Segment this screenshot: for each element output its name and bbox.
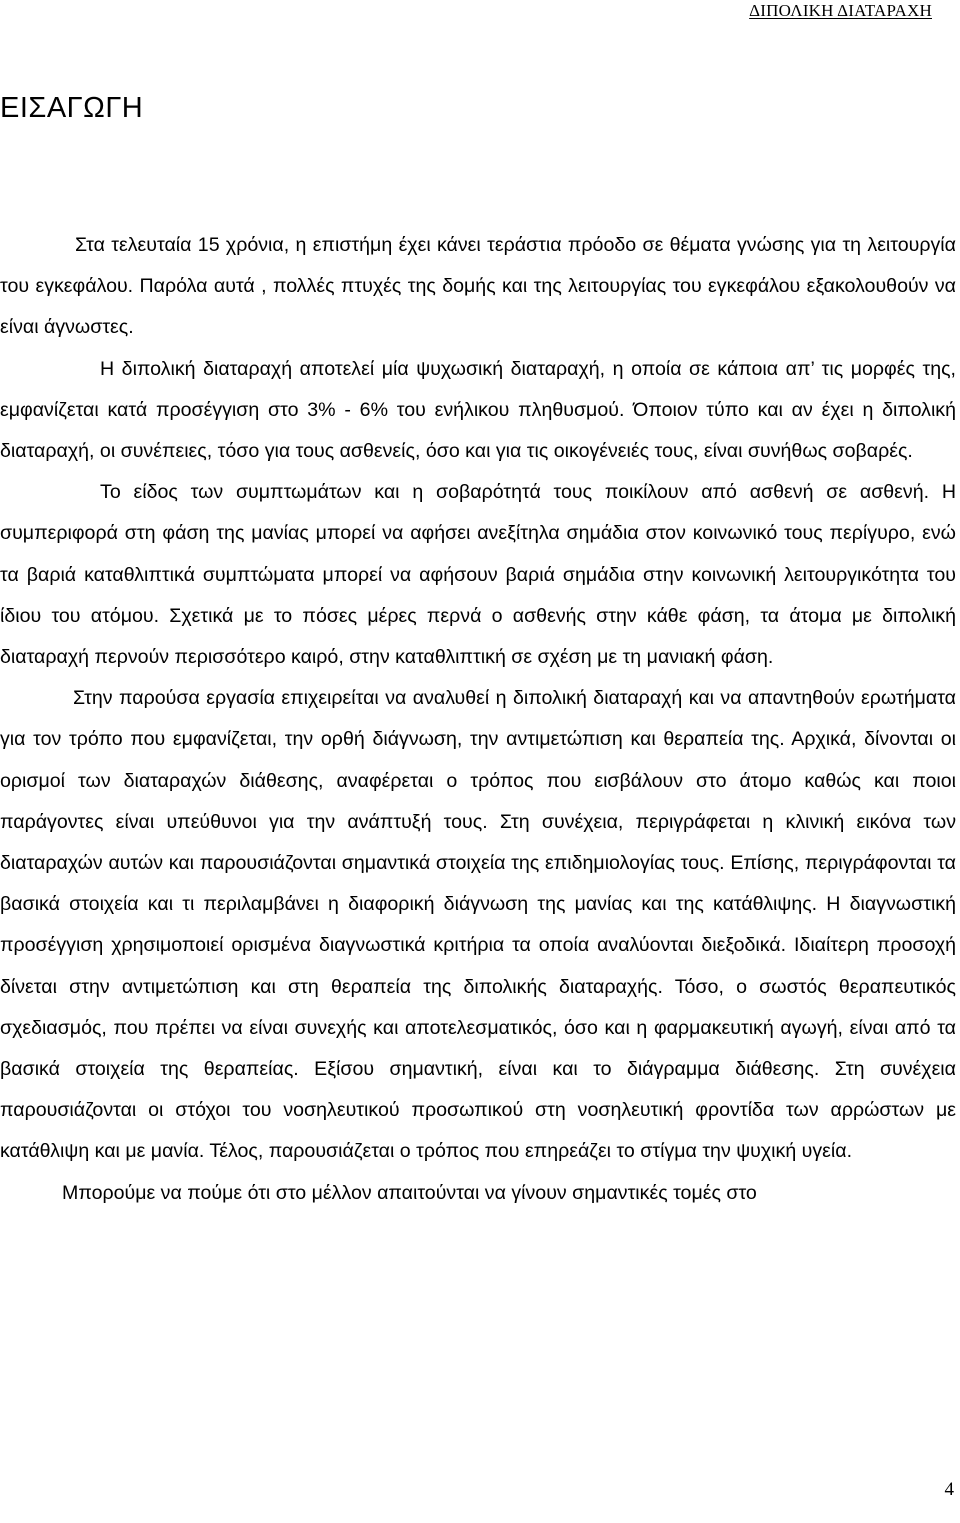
section-title: ΕΙΣΑΓΩΓΗ [0,92,144,124]
paragraph-symptoms: Το είδος των συμπτωμάτων και η σοβαρότητά τους ποικίλουν από ασθενή σε ασθενή. Η συμπεριφορά στη φάση της μανίας μπορεί να αφήσει ανεξίτηλα σημάδια στον κοινωνικό τους περίγυρο, ενώ τα βαριά καταθλιπτικά συμπτώματα μπορεί να αφήσουν βαριά σημάδια στην κοινωνική λειτουργικότητα του ίδιου του ατόμου. Σχετικά με το πόσες μέρες περνά ο ασθενής στην κάθε φάση, τα άτομα με διπολική διαταραχή περνούν περισσότερο καιρό, στην καταθλιπτική σε σχέση με τη μανιακή φάση. [0,481,956,669]
paragraph-overview: Στην παρούσα εργασία επιχειρείται να αναλυθεί η διπολική διαταραχή και να απαντηθούν ερωτήματα για τον τρόπο που εμφανίζεται, την ορθή διάγνωση, την αντιμετώπιση και θεραπεία της. Αρχικά, δίνονται οι ορισμοί των διαταραχών διάθεσης, αναφέρεται ο τρόπος που εισβάλουν στο άτομο καθώς και ποιοι παράγοντες είναι υπεύθυνοι για την ανάπτυξή τους. Στη συνέχεια, περιγράφεται η κλινική εικόνα των διαταραχών αυτών και παρουσιάζονται σημαντικά στοιχεία της επιδημιολογίας τους. Επίσης, περιγράφονται τα βασικά στοιχεία και τι περιλαμβάνει η διαφορική διάγνωση της μανίας και της κατάθλιψης. Η διαγνωστική προσέγγιση χρησιμοποιεί ορισμένα διαγνωστικά κριτήρια τα οποία αναλύονται διεξοδικά. Ιδιαίτερη προσοχή δίνεται στην αντιμετώπιση και στη θεραπεία της διπολικής διαταραχής. Τόσο, ο σωστός θεραπευτικός σχεδιασμός, που πρέπει να είναι συνεχής και αποτελεσματικός, όσο και η φαρμακευτική αγωγή, είναι από τα βασικά στοιχεία της θεραπείας. Εξίσου σημαντική, είναι και το διάγραμμα διάθεσης. Στη συνέχεια παρουσιάζονται οι στόχοι του νοσηλευτικού προσωπικού στη νοσηλευτική φροντίδα των αρρώστων με κατάθλιψη και με μανία. Τέλος, παρουσιάζεται ο τρόπος που επηρεάζει το στίγμα την ψυχική υγεία. [0,687,956,1163]
paragraph-definition: Η διπολική διαταραχή αποτελεί μία ψυχωσική διαταραχή, η οποία σε κάποια απ’ τις μορφές της, εμφανίζεται κατά προσέγγιση στο 3% - 6% του ενήλικου πληθυσμού. Όποιον τύπο και αν έχει η διπολική διαταραχή, οι συνέπειες, τόσο για τους ασθενείς, όσο και για τις οικογένειές τους, είναι συνήθως σοβαρές. [0,357,956,463]
paragraph-intro: Στα τελευταία 15 χρόνια, η επιστήμη έχει κάνει τεράστια πρόοδο σε θέματα γνώσης για τη λειτουργία του εγκεφάλου. Παρόλα αυτά , πολλές πτυχές της δομής και της λειτουργίας του εγκεφάλου εξακολουθούν να είναι άγνωστες. [0,234,956,339]
body-text [0,225,956,1214]
running-header: ΔΙΠΟΛΙΚΗ ΔΙΑΤΑΡΑΧΗ [749,1,932,20]
paragraph-future: Μπορούμε να πούμε ότι στο μέλλον απαιτούνται να γίνουν σημαντικές τομές στο [62,1181,757,1204]
page-number: 4 [944,1479,954,1500]
